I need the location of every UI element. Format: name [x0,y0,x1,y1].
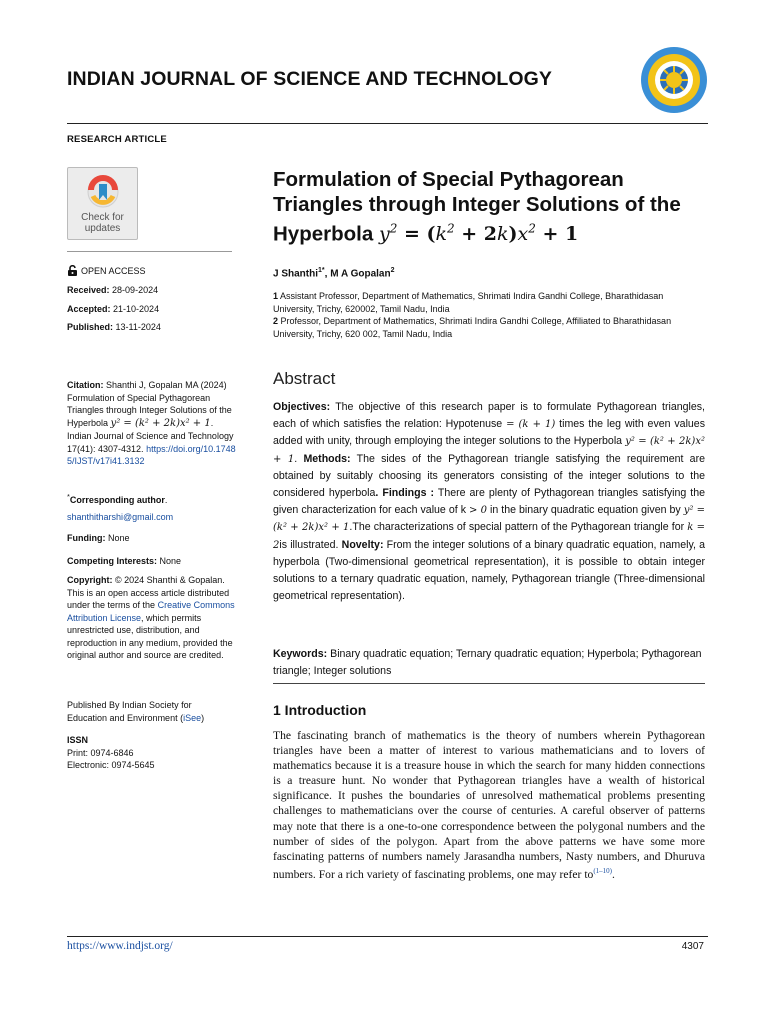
corresponding-author: *Corresponding author. [67,492,168,505]
keywords-divider [273,683,705,684]
published-date: Published: 13-11-2024 [67,322,161,332]
crossmark-icon [85,174,121,210]
authors: J Shanthi$^{1*}$, M A Gopalan$^2$ [273,267,395,280]
title-equation: $y^2 = (k^2 + 2k)x^2 + 1$ [378,222,579,246]
footer-divider [67,936,708,937]
funding: Funding: None [67,533,130,543]
introduction-body: The fascinating branch of mathematics is the theory of numbers wherein Pythagorean triangles have been a matter of interest to various mathematicians and to lovers of mathematics because it is a treasure house in which the search for many hidden connections is a treasure hunt. No wonder that Pythagorean triangles have a wealth of historical significance. It pushes the boundaries of unresolved mathematical problems presenting challenges to mathematicians over the course of centuries. A careful observer of patterns may note that there is a one-to-one correspondence between the polygonal numbers and the number of sides of the polygon. Apart from the above patterns we have some more fascinating patterns of numbers namely Jarasandha numbers, Nasty numbers, and Dhuruva numbers. For a rich variety of fascinating problems, one may refer $to^{(1-10)}$. [273,729,705,881]
license-link[interactable]: Creative Commons Attribution License [67,600,235,623]
accepted-date: Accepted: 21-10-2024 [67,304,160,314]
page-number: 4307 [681,941,704,952]
corresponding-email[interactable]: shanthitharshi@gmail.com [67,512,174,522]
sidebar-divider [67,251,232,252]
open-lock-icon [67,265,78,276]
affiliation-1: 1 Assistant Professor, Department of Mathematics, Shrimati Indira Gandhi College, Bharathidasan University, Trichy, 620002, Tamil Nadu, India [273,291,664,314]
reference-link[interactable]: (1–10) [593,866,613,875]
affiliation-2: 2 Professor, Department of Mathematics, Shrimati Indira Gandhi College, Affiliated to Bharathidasan University, Trichy, 620 002, Tamil Nadu, India [273,316,672,339]
introduction-heading: 1 Introduction [273,702,367,718]
open-access: OPEN ACCESS [67,265,146,276]
competing-interests: Competing Interests: None [67,556,182,566]
abstract-heading: Abstract [273,369,336,388]
article-type: RESEARCH ARTICLE [67,134,167,145]
citation: Citation: Shanthi J, Gopalan MA (2024) Formulation of Special Pythagorean Triangles through Integer Solutions of the Hyperbola y² = (k² + 2k)x² + 1. Indian Journal of Science and Technology 17(41): 4307-4312. https://doi.org/10.17485/IJST/v17i41.3132 [67,380,236,466]
article-title: Formulation of Special Pythagorean Triangles through Integer Solutions of the Hyperbola $y^2 = (k^2 + 2k)x^2 + 1$ [273,168,681,246]
copyright: Copyright: © 2024 Shanthi & Gopalan. This is an open access article distributed under the terms of the Creative Commons Attribution License, which permits unrestricted use, distribution, and reproduction in any medium, provided the original author and source are credited. [67,575,235,660]
publisher: Published By Indian Society for Education and Environment (iSee) [67,700,205,723]
check-for-updates-badge[interactable] [67,167,138,240]
journal-website-link[interactable]: https://www.indjst.org/ [67,940,173,952]
isee-link[interactable]: iSee [183,712,202,723]
abstract-body: Objectives: The objective of this research paper is to formulate Pythagorean triangles, each of which satisfies the relation: Hypotenuse = (k + 1) times the leg with even values added with unity, through employing the integer solutions to the Hyperbola y² = (k² + 2k)x² + 1. Methods: The sides of the Pythagorean triangle satisfying the requirement are obtained by suitably choosing its generators consisting of the integer solutions to the considered hyperbola. Findings : There are plenty of Pythagorean triangles satisfying the given characterization for each value of k > 0 in the binary quadratic equation given by y² = (k² + 2k)x² + 1.The characterizations of special pattern of the Pythagorean triangle for k = 2is illustrated. Novelty: From the integer solutions of a binary quadratic equation, namely, a hyperbola (Two-dimensional geometrical representation), it is possible to obtain integer solutions to a ternary quadratic equation, namely, Pythagorean triangle (Three-dimensional geometrical representation). [273,401,705,603]
header-divider [67,123,708,124]
journal-logo [640,46,708,114]
journal-title: INDIAN JOURNAL OF SCIENCE AND TECHNOLOGY [67,68,553,90]
keywords: Keywords: Binary quadratic equation; Ternary quadratic equation; Hyperbola; Pythagorean triangle; Integer solutions [273,648,702,678]
received-date: Received: 28-09-2024 [67,285,159,295]
issn-block: ISSN Print: 0974-6846 Electronic: 0974-5645 [67,735,155,770]
crossmark-label: Check for updates [81,212,124,234]
doi-link[interactable]: https://doi.org/10.17485/IJST/v17i41.3132 [67,443,236,466]
